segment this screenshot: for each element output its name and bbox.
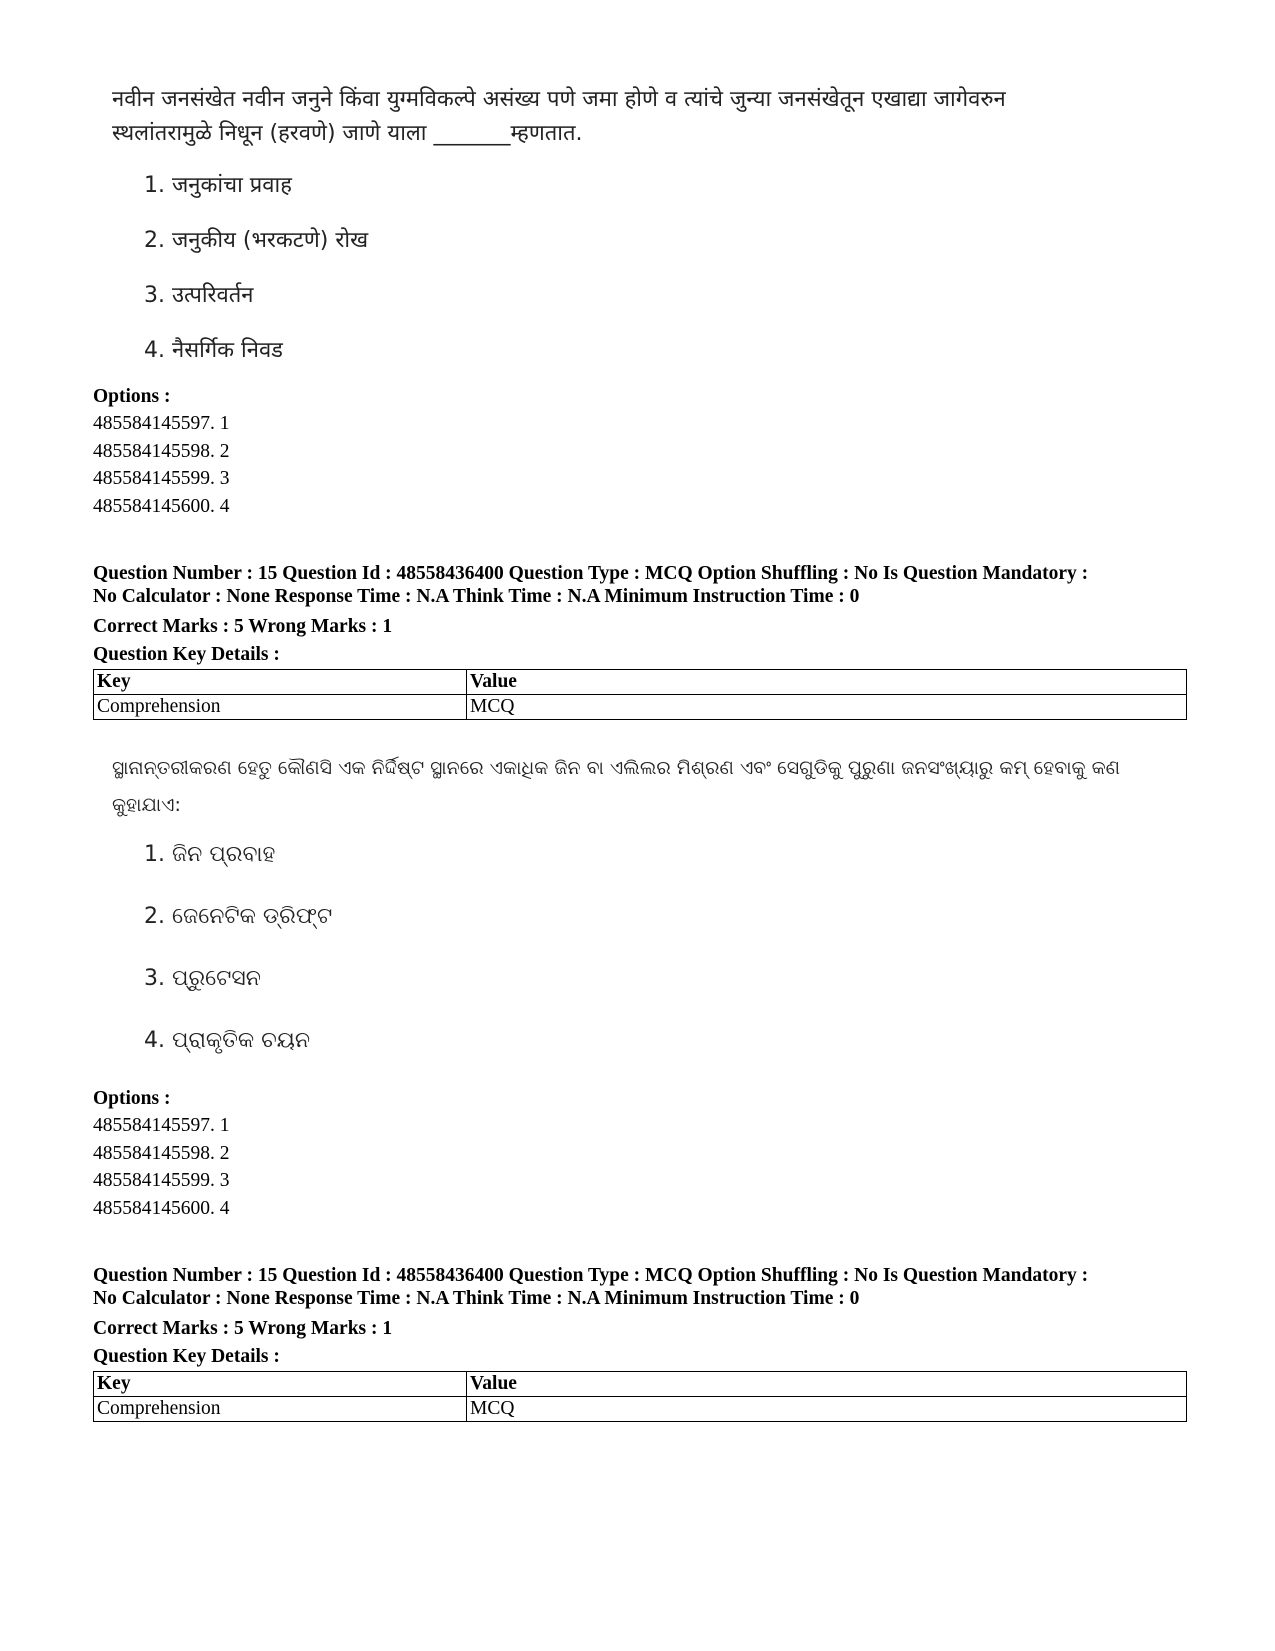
choice-2: 2. जनुकीय (भरकटणे) रोख: [144, 228, 369, 253]
question-meta-line1: Question Number : 15 Question Id : 48558436400 Question Type : MCQ Option Shuffling : No Is Question Mandatory :: [93, 563, 1089, 584]
choice-2: 2. ଜେନେଟିକ ଡ୍ରିଫ୍ଟ: [144, 904, 333, 929]
table-cell-key: Comprehension: [94, 695, 467, 720]
question-stem-line2: स्थलांतरामुळे निधून (हरवणे) जाणे याला _______म्हणतात.: [112, 121, 583, 146]
question-image-odia: [112, 748, 1120, 1054]
key-details-table: [93, 1371, 1187, 1422]
choice-3: 3. उत्परिवर्तन: [144, 283, 254, 308]
table-header-value: Value: [467, 670, 1187, 695]
options-title: Options :: [93, 386, 171, 407]
table-cell-value: MCQ: [467, 695, 1187, 720]
choice-1: 1. ଜିନ ପ୍ରବାହ: [144, 842, 276, 867]
question-stem-line2: କୁହାଯାଏ:: [112, 794, 181, 816]
key-details-title: Question Key Details :: [93, 1346, 280, 1367]
choice-4: 4. नैसर्गिक निवड: [144, 338, 283, 363]
table-header-key: Key: [94, 670, 467, 695]
option-line: 485584145597. 1: [93, 413, 230, 434]
table-cell-key: Comprehension: [94, 1397, 467, 1422]
key-details-table: [93, 669, 1187, 720]
table-header-row: [94, 1372, 1187, 1397]
question-meta-line2: No Calculator : None Response Time : N.A Think Time : N.A Minimum Instruction Time : 0: [93, 585, 860, 607]
option-line: 485584145600. 4: [93, 495, 230, 517]
option-line: 485584145600. 4: [93, 1197, 230, 1219]
choice-3: 3. ପ୍ରୁଟେସନ: [144, 966, 261, 991]
table-header-row: [94, 670, 1187, 695]
question-block-2: [93, 1085, 1183, 1422]
key-details-title: Question Key Details :: [93, 644, 280, 665]
marks-line: Correct Marks : 5 Wrong Marks : 1: [93, 1318, 393, 1339]
option-line: 485584145599. 3: [93, 468, 230, 489]
table-header-value: Value: [467, 1372, 1187, 1397]
marks-line: Correct Marks : 5 Wrong Marks : 1: [93, 616, 393, 637]
table-row: [94, 695, 1187, 720]
choice-4: 4. ପ୍ରାକୃତିକ ଚୟନ: [144, 1028, 311, 1053]
options-title: Options :: [93, 1088, 171, 1109]
table-cell-value: MCQ: [467, 1397, 1187, 1422]
option-line: 485584145598. 2: [93, 1142, 230, 1164]
question-stem-line1: ସ୍ଥାନାନ୍ତରୀକରଣ ହେତୁ କୌଣସି ଏକ ନିର୍ଦ୍ଦିଷ୍ଟ ସ୍ଥାନରେ ଏକାଧିକ ଜିନ ବା ଏଲିଲର ମିଶ୍ରଣ ଏବଂ ସେଗୁଡିକୁ ପୁରୁଣା ଜନସଂଖ୍ୟାରୁ କମ୍ ହେବାକୁ କଣ: [112, 757, 1121, 779]
table-header-key: Key: [94, 1372, 467, 1397]
question-meta-line1: Question Number : 15 Question Id : 48558436400 Question Type : MCQ Option Shuffling : No Is Question Mandatory :: [93, 1265, 1089, 1286]
question-meta-line2: No Calculator : None Response Time : N.A Think Time : N.A Minimum Instruction Time : 0: [93, 1287, 860, 1309]
option-line: 485584145597. 1: [93, 1115, 230, 1136]
option-line: 485584145598. 2: [93, 440, 230, 462]
option-line: 485584145599. 3: [93, 1170, 230, 1191]
question-stem-line1: नवीन जनसंखेत नवीन जनुने किंवा युग्मविकल्पे असंख्य पणे जमा होणे व त्यांचे जुन्या जनसंखेतून एखाद्या जागेवरुन: [112, 87, 1006, 112]
choice-1: 1. जनुकांचा प्रवाह: [144, 173, 292, 198]
question-image-marathi: [112, 83, 1006, 364]
table-row: [94, 1397, 1187, 1422]
question-block-1: [93, 383, 1183, 720]
